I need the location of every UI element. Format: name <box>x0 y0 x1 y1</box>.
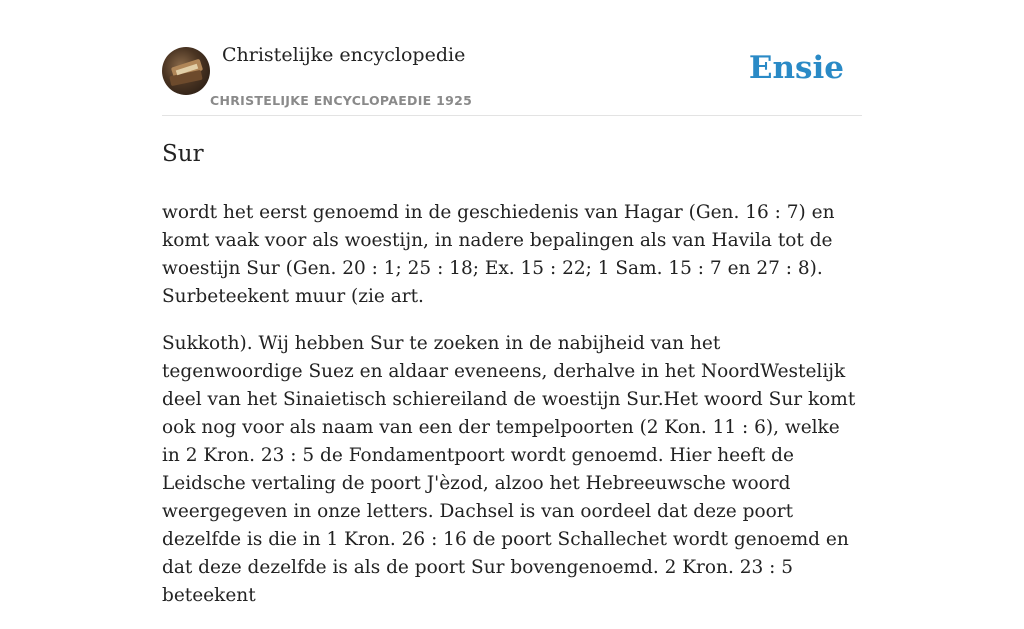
article-title: Sur <box>162 141 204 167</box>
article-paragraph: Sukkoth). Wij hebben Sur te zoeken in de nabijheid van het tegenwoordige Suez en aldaar eveneens, derhalve in het NoordWestelijk deel van het Sinaietisch schiereiland de woestijn Sur.Het woord Sur komt ook nog voor als naam van een der tempelpoorten (2 Kon. 11 : 6), welke in 2 Kron. 23 : 5 de Fondamentpoort wordt genoemd. Hier heeft de Leidsche vertaling de poort J'èzod, alzoo het Hebreeuwsche woord weergegeven in onze letters. Dachsel is van oordeel dat deze poort dezelfde is die in 1 Kron. 26 : 16 de poort Schallechet wordt genoemd en dat deze dezelfde is als de poort Sur bovengenoemd. 2 Kron. 23 : 5 beteekent <box>162 333 856 606</box>
encyclopedia-avatar[interactable] <box>162 47 210 95</box>
brand-logo-link[interactable]: Ensie <box>748 50 844 86</box>
article-paragraph: wordt het eerst genoemd in de geschiedenis van Hagar (Gen. 16 : 7) en komt vaak voor als woestijn, in nadere bepalingen als van Havila tot de woestijn Sur (Gen. 20 : 1; 25 : 18; Ex. 15 : 22; 1 Sam. 15 : 7 en 27 : 8). Surbeteekent muur (zie art. <box>162 202 835 307</box>
article <box>162 130 862 629</box>
site-title[interactable]: Christelijke encyclopedie <box>222 44 466 66</box>
site-subtitle: CHRISTELIJKE ENCYCLOPAEDIE 1925 <box>210 93 473 108</box>
site-header <box>162 0 862 116</box>
